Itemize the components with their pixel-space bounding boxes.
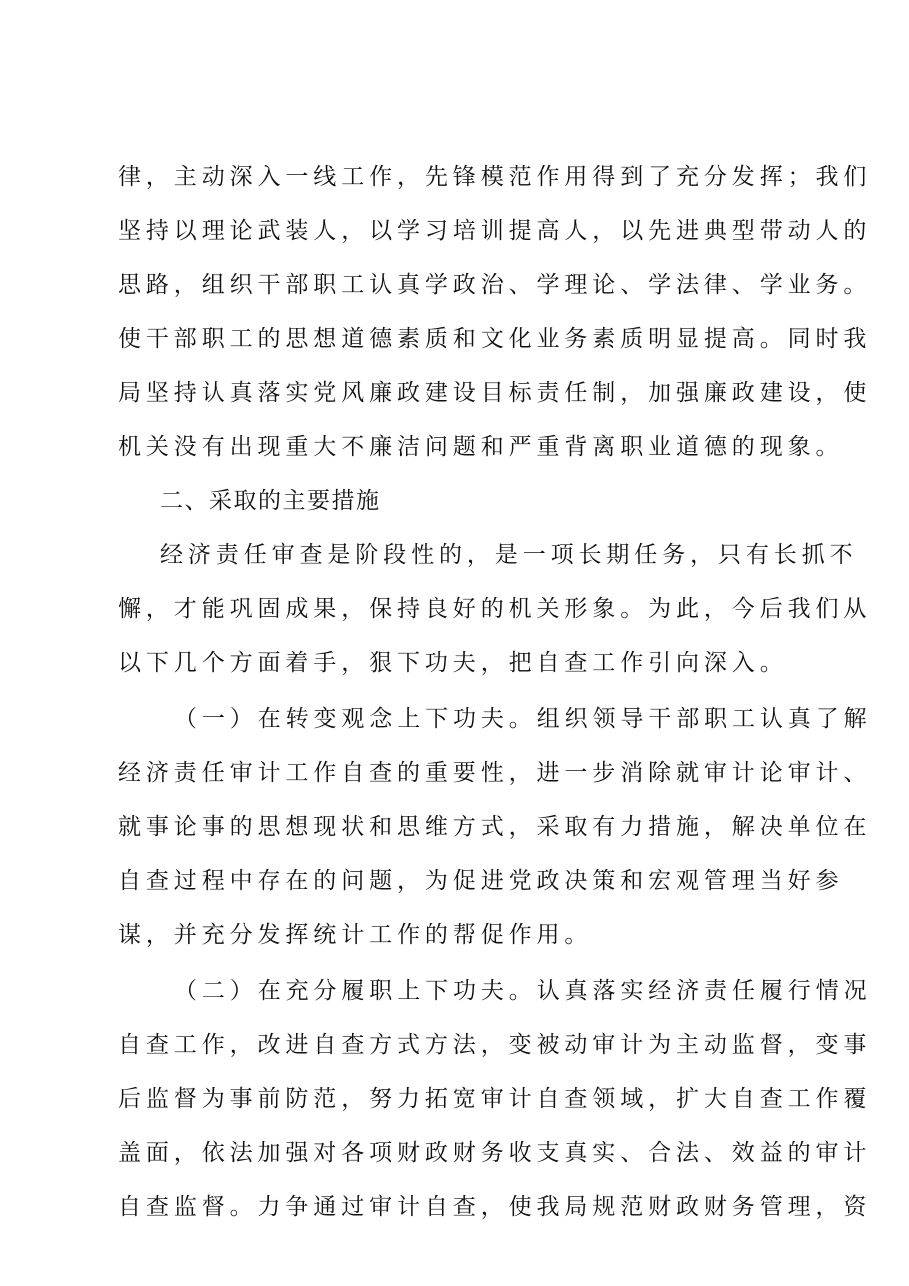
paragraph-line: 经济责任审计工作自查的重要性，进一步消除就审计论审计、 bbox=[118, 760, 872, 786]
paragraph-line: 谋，并充分发挥统计工作的帮促作用。 bbox=[118, 922, 593, 948]
paragraph-line: 律，主动深入一线工作，先锋模范作用得到了充分发挥；我们 bbox=[118, 164, 872, 190]
paragraph-line: 就事论事的思想现状和思维方式，采取有力措施，解决单位在 bbox=[118, 814, 872, 840]
paragraph-line: 以下几个方面着手，狠下功夫，把自查工作引向深入。 bbox=[118, 650, 788, 676]
paragraph-line: 自查过程中存在的问题，为促进党政决策和宏观管理当好参 bbox=[118, 868, 844, 894]
paragraph-line: 机关没有出现重大不廉洁问题和严重背离职业道德的现象。 bbox=[118, 434, 844, 460]
paragraph-line: 使干部职工的思想道德素质和文化业务素质明显提高。同时我 bbox=[118, 326, 872, 352]
paragraph-line: 自查工作，改进自查方式方法，变被动审计为主动监督，变事 bbox=[118, 1032, 872, 1058]
section-heading: 二、采取的主要措施 bbox=[160, 488, 381, 514]
paragraph-line: 思路，组织干部职工认真学政治、学理论、学法律、学业务。 bbox=[118, 272, 872, 298]
paragraph-line: （一）在转变观念上下功夫。组织领导干部职工认真了解 bbox=[174, 706, 872, 732]
paragraph-line: 局坚持认真落实党风廉政建设目标责任制，加强廉政建设，使 bbox=[118, 380, 872, 406]
paragraph-line: 自查监督。力争通过审计自查，使我局规范财政财务管理，资 bbox=[118, 1194, 872, 1220]
paragraph-line: 后监督为事前防范，努力拓宽审计自查领域，扩大自查工作覆 bbox=[118, 1086, 872, 1112]
paragraph-line: 经济责任审查是阶段性的，是一项长期任务，只有长抓不 bbox=[160, 542, 858, 568]
paragraph-line: 盖面，依法加强对各项财政财务收支真实、合法、效益的审计 bbox=[118, 1140, 872, 1166]
paragraph-line: 坚持以理论武装人，以学习培训提高人，以先进典型带动人的 bbox=[118, 218, 872, 244]
paragraph-line: （二）在充分履职上下功夫。认真落实经济责任履行情况 bbox=[174, 978, 872, 1004]
paragraph-line: 懈，才能巩固成果，保持良好的机关形象。为此，今后我们从 bbox=[118, 596, 872, 622]
